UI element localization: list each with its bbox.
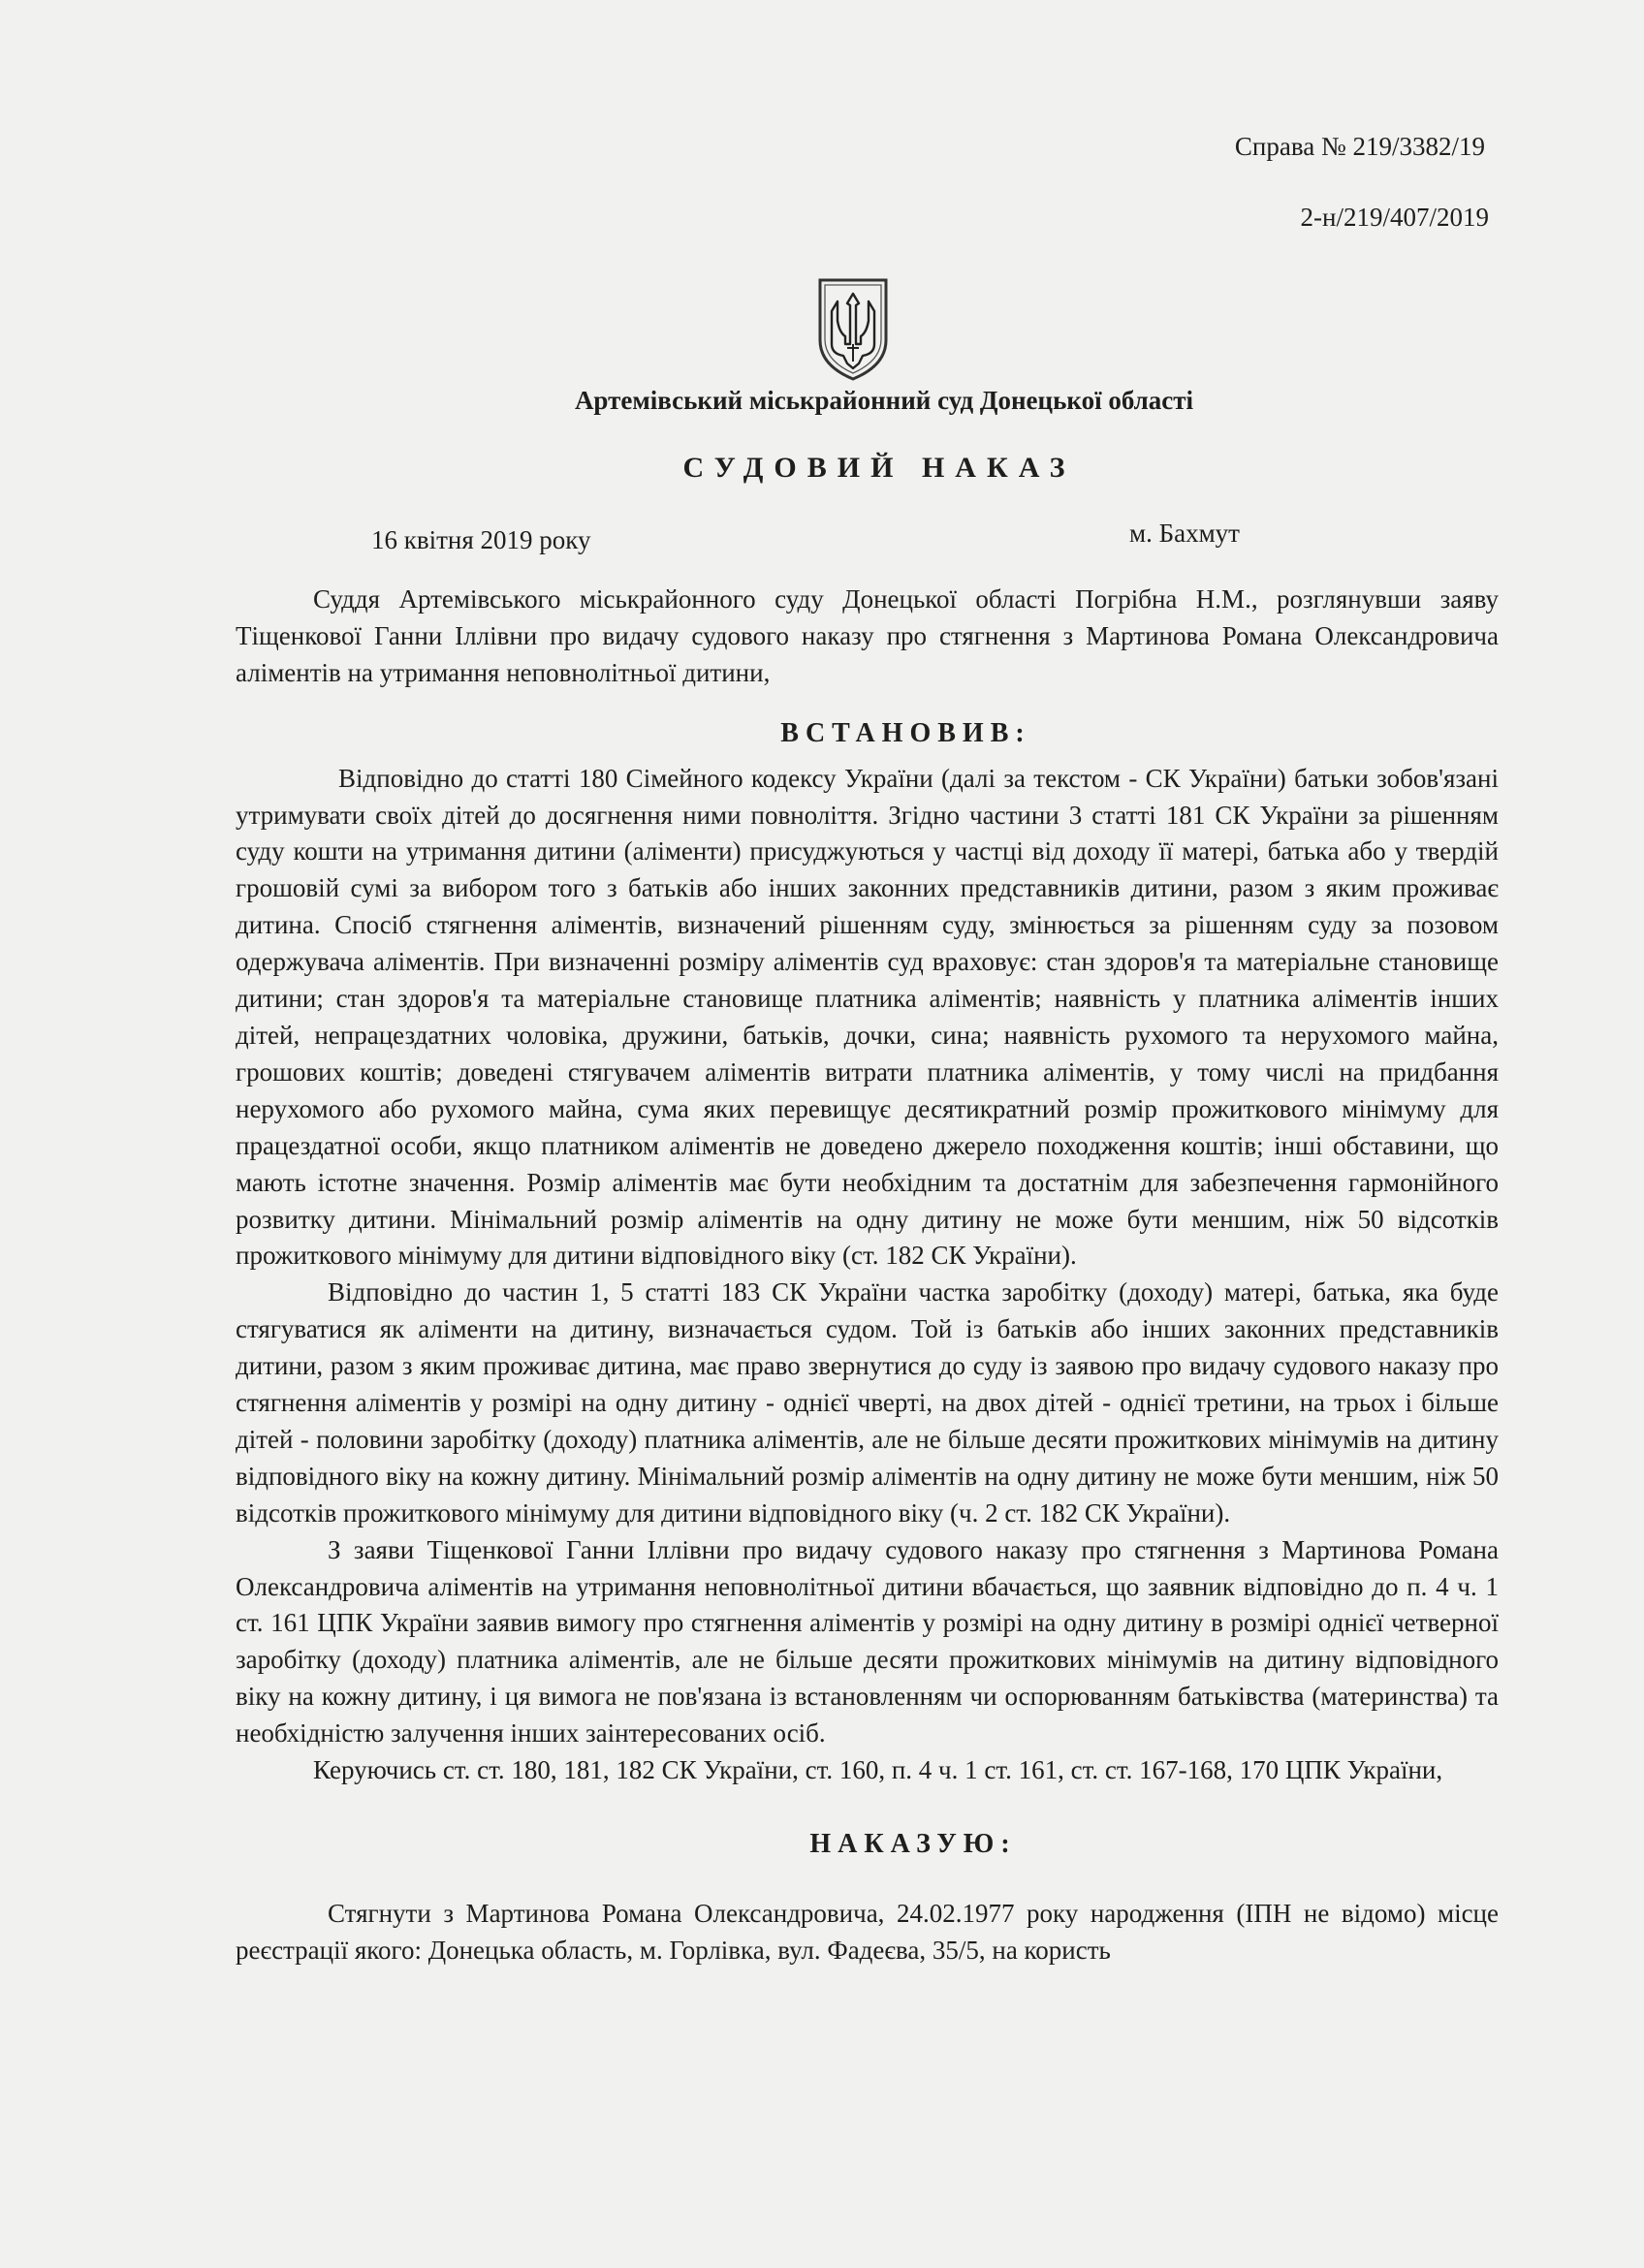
document-city: м. Бахмут [1129,519,1240,548]
proceeding-number: 2-н/219/407/2019 [1300,203,1489,232]
document-date: 16 квітня 2019 року [371,525,591,554]
court-name: Артемівський міськрайонний суд Донецької області [574,386,1194,415]
trident-coat-of-arms-icon [814,276,892,383]
order-paragraph: Стягнути з Мартинова Романа Олександровича, 24.02.1977 року народження (ІПН не відомо) місце реєстрації якого: Донецька область, м. Горлівка, вул. Фадеєва, 35/5, на користь [236,1898,1499,1965]
order-heading: НАКАЗУЮ: [809,1829,1017,1859]
established-heading: ВСТАНОВИВ: [780,717,1031,748]
paragraph-3: З заяви Тіщенкової Ганни Іллівни про видачу судового наказу про стягнення з Мартинова Романа Олександровича аліментів на утримання неповнолітньої дитини вбачається, що заявник відповідно до п. 4 ч. 1 ст. 161 ЦПК України заявив вимогу про стягнення аліментів у розмірі на одну дитину в розмірі однієї четверної заробітку (доходу) платника аліментів, але не більше десяти прожиткових мінімумів на дитину відповідного віку на кожну дитину, і ця вимога не пов'язана із встановленням чи оспорюванням батьківства (материнства) та необхідністю залучення інших заінтересованих осіб. [236,1534,1499,1748]
document-body [236,582,1499,1969]
document-title: СУДОВИЙ НАКАЗ [682,452,1076,484]
paragraph-2: Відповідно до частин 1, 5 статті 183 СК України частка заробітку (доходу) матері, батька, яка буде стягуватися як аліменти на дитину, визначається судом. Той із батьків або інших законних представників дитини, разом з яким проживає дитина, має право звернутися до суду із заявою про видачу судового наказу про стягнення аліментів у розмірі на одну дитину - однієї чверті, на двох дітей - однієї третини, на трьох і більше дітей - половини заробітку (доходу) платника аліментів, але не більше десяти прожиткових мінімумів на дитину відповідного віку на кожну дитину. Мінімальний розмір аліментів на одну дитину не може бути меншим, ніж 50 відсотків прожиткового мінімуму для дитини відповідного віку (ч. 2 ст. 182 СК України). [236,1277,1499,1528]
paragraph-1: Відповідно до статті 180 Сімейного кодексу України (далі за текстом - СК України) батьки зобов'язані утримувати своїх дітей до досягнення ними повноліття. Згідно частини 3 статті 181 СК України за рішенням суду кошти на утримання дитини (аліменти) присуджуються у частці від доходу її матері, батька або у твердій грошовій сумі за вибором того з батьків або інших законних представників дитини, разом з яким проживає дитина. Спосіб стягнення аліментів, визначений рішенням суду, змінюється за рішенням суду за позовом одержувача аліментів. При визначенні розміру аліментів суд враховує: стан здоров'я та матеріальне становище дитини; стан здоров'я та матеріальне становище платника аліментів; наявність у платника аліментів інших дітей, непрацездатних чоловіка, дружини, батьків, дочки, сина; наявність рухомого та нерухомого майна, грошових коштів; доведені стягувачем аліментів витрати платника аліментів, у тому числі на придбання нерухомого або рухомого майна, сума яких перевищує десятикратний розмір прожиткового мінімуму для працездатної особи, якщо платником аліментів не доведено джерело походження коштів; інші обставини, що мають істотне значення. Розмір аліментів має бути необхідним та достатнім для забезпечення гармонійного розвитку дитини. Мінімальний розмір аліментів на одну дитину не може бути меншим, ніж 50 відсотків прожиткового мінімуму для дитини відповідного віку (ст. 182 СК України). [236,763,1499,1271]
intro-paragraph: Суддя Артемівського міськрайонного суду Донецької області Погрібна Н.М., розглянувши заяву Тіщенкової Ганни Іллівни про видачу судового наказу про стягнення з Мартинова Романа Олександровича аліментів на утримання неповнолітньої дитини, [236,584,1499,687]
paragraph-4: Керуючись ст. ст. 180, 181, 182 СК України, ст. 160, п. 4 ч. 1 ст. 161, ст. ст. 167-168, 170 ЦПК України, [313,1755,1443,1785]
case-number: Справа № 219/3382/19 [1234,132,1485,161]
